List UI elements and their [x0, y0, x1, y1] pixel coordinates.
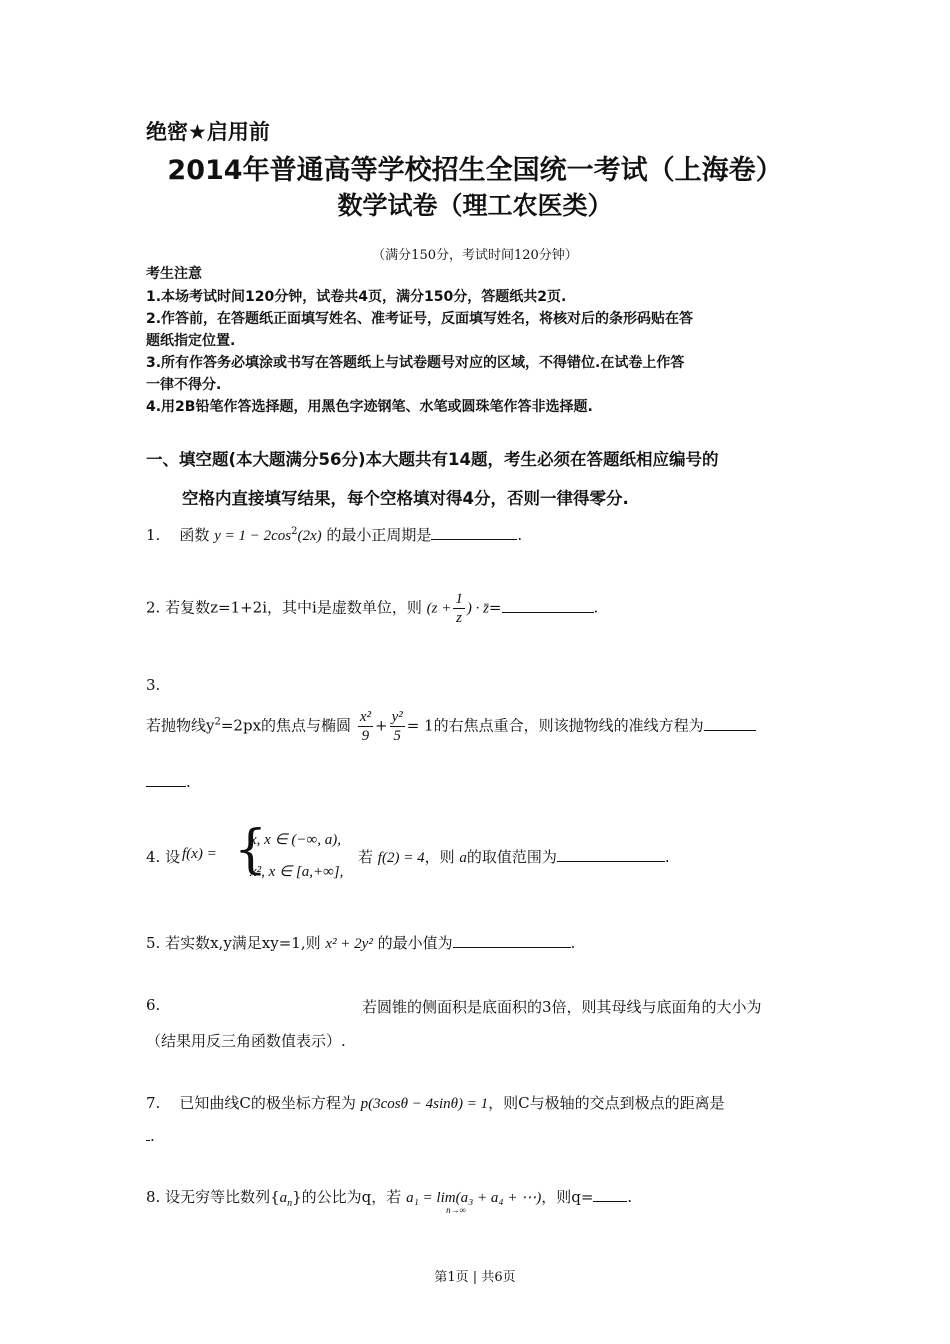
score-info: （满分150分，考试时间120分钟） [372, 248, 578, 263]
answer-blank[interactable] [593, 1187, 627, 1202]
question-8: 8. 设无穷等比数列$\{a_n\}$的公比为q，若 a₁ = lim(a₃ + a₄ + ⋯) n→∞ ，则q= . [146, 1188, 633, 1215]
answer-blank[interactable] [557, 847, 665, 862]
section-heading: 一、填空题(本大题满分56分)本大题共有14题，考生必须在答题纸相应编号的 [146, 450, 719, 469]
exam-title: 2014年普通高等学校招生全国统一考试（上海卷） [167, 155, 783, 186]
notice-heading: 考生注意 [146, 266, 202, 282]
answer-blank[interactable] [502, 598, 594, 613]
exam-subtitle: 数学试卷（理工农医类） [337, 191, 613, 220]
section-heading-cont: 空格内直接填写结果，每个空格填对得4分，否则一律得零分. [182, 489, 629, 508]
question-2: 2. 若复数z=1+2i，其中i是虚数单位，则 (z + $\frac{1}{z}$ ) · z̄= . [146, 591, 599, 626]
question-7-cont: . [146, 1126, 155, 1145]
answer-blank[interactable] [704, 716, 756, 731]
notice-item: 2.作答前，在答题纸正面填写姓名、准考证号，反面填写姓名，将核对后的条形码贴在答 [146, 311, 694, 327]
answer-blank[interactable] [431, 525, 517, 540]
question-7: 7. 已知曲线C的极坐标方程为 p(3cosθ − 4sinθ) = 1，则C与极轴的交点到极点的距离是 [146, 1094, 725, 1112]
answer-blank[interactable] [146, 772, 186, 787]
question-3-cont: . [146, 772, 191, 791]
question-3: 若抛物线$y^2=2px$的焦点与椭圆 $\frac{\text{x²}}{9}$ + $\frac{\text{y²}}{5}$ = 1的右焦点重合，则该抛物线的准线方程为 [146, 708, 756, 745]
question-6-cont: （结果用反三角函数值表示）. [146, 1032, 346, 1050]
question-6-number: 6. [146, 996, 161, 1014]
notice-item: 3.所有作答务必填涂或书写在答题纸上与试卷题号对应的区域，不得错位.在试卷上作答 [146, 355, 685, 371]
question-6: 若圆锥的侧面积是底面积的3倍，则其母线与底面角的大小为 [362, 998, 762, 1016]
answer-blank[interactable] [453, 933, 571, 948]
question-1: 1. 函数 $y = 1 - 2\cos^2(2x)$ 的最小正周期是 . [146, 526, 523, 544]
question-3-number: 3. [146, 676, 161, 694]
confidential-label: 绝密★启用前 [146, 120, 270, 144]
notice-item: 4.用2B铅笔作答选择题，用黑色字迹钢笔、水笔或圆珠笔作答非选择题. [146, 399, 593, 415]
notice-item: 题纸指定位置. [146, 333, 236, 349]
notice-item: 一律不得分. [146, 377, 222, 393]
page-footer: 第1页 | 共6页 [434, 1270, 516, 1285]
question-5: 5. 若实数x,y满足xy=1,则 x² + 2y² 的最小值为 . [146, 934, 576, 952]
notice-item: 1.本场考试时间120分钟，试卷共4页，满分150分，答题纸共2页. [146, 289, 567, 305]
